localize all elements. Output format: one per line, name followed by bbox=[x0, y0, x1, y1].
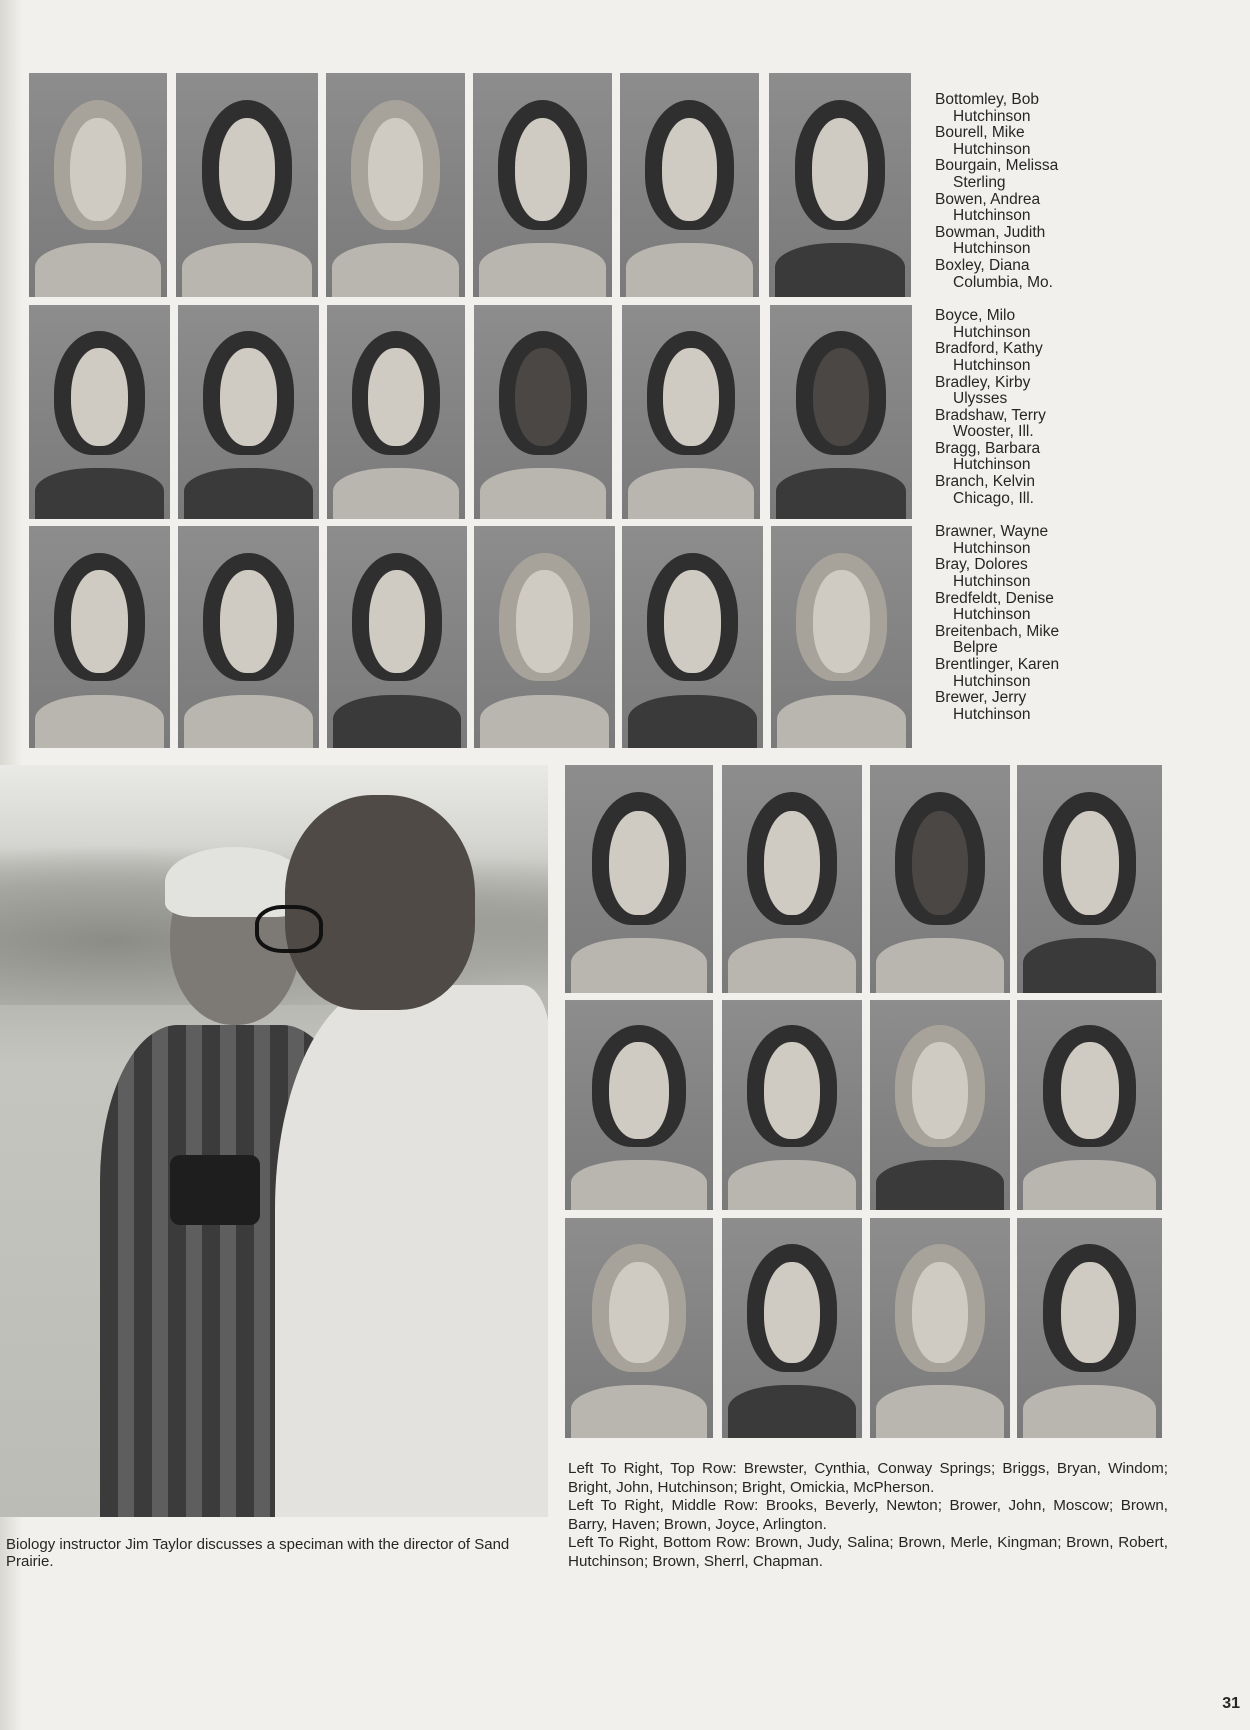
portrait bbox=[474, 305, 612, 519]
portrait bbox=[870, 1000, 1010, 1210]
name-entry bbox=[935, 524, 1175, 557]
student-hometown: Hutchinson bbox=[953, 323, 1031, 341]
portrait bbox=[770, 305, 912, 519]
student-name: Brewer, Jerry bbox=[935, 689, 1027, 707]
portrait bbox=[326, 73, 465, 297]
student-hometown: Hutchinson bbox=[953, 107, 1031, 125]
portrait bbox=[29, 526, 170, 748]
portrait bbox=[722, 765, 862, 993]
student-hometown: Hutchinson bbox=[953, 539, 1031, 557]
student-hometown: Hutchinson bbox=[953, 356, 1031, 374]
student-name: Bowman, Judith bbox=[935, 223, 1046, 241]
portrait bbox=[769, 73, 911, 297]
student-name: Bradford, Kathy bbox=[935, 340, 1043, 358]
name-entry bbox=[935, 92, 1175, 125]
name-entry bbox=[935, 474, 1175, 507]
student-name: Breitenbach, Mike bbox=[935, 622, 1060, 640]
portrait bbox=[1017, 765, 1162, 993]
portrait bbox=[327, 526, 467, 748]
student-hometown: Chicago, Ill. bbox=[953, 489, 1034, 507]
portrait bbox=[565, 1000, 713, 1210]
portrait bbox=[722, 1218, 862, 1438]
student-name: Bourgain, Melissa bbox=[935, 157, 1059, 175]
student-hometown: Hutchinson bbox=[953, 705, 1031, 723]
student-hometown: Hutchinson bbox=[953, 140, 1031, 158]
student-hometown: Hutchinson bbox=[953, 672, 1031, 690]
candid-photo bbox=[0, 765, 548, 1517]
portrait bbox=[870, 1218, 1010, 1438]
portrait bbox=[622, 526, 763, 748]
student-name: Brentlinger, Karen bbox=[935, 656, 1060, 673]
student-name: Boyce, Milo bbox=[935, 307, 1016, 325]
student-hometown: Belpre bbox=[953, 639, 998, 657]
eyeglasses bbox=[255, 905, 323, 953]
student-name: Bredfeldt, Denise bbox=[935, 589, 1054, 607]
student-hometown: Hutchinson bbox=[953, 456, 1031, 474]
student-hometown: Wooster, Ill. bbox=[953, 423, 1034, 441]
name-entry bbox=[935, 657, 1175, 690]
name-entry bbox=[935, 624, 1175, 657]
name-group-row-3 bbox=[935, 524, 1175, 723]
student-name: Bowen, Andrea bbox=[935, 190, 1041, 208]
portrait bbox=[327, 305, 465, 519]
name-entry bbox=[935, 158, 1175, 191]
caption-bottom-row: Left To Right, Bottom Row: Brown, Judy, Salina; Brown, Merle, Kingman; Brown, Robert, Hutchinson; Brown, Sherrl, Chapman. bbox=[568, 1534, 1168, 1570]
portrait bbox=[565, 1218, 713, 1438]
student-name: Bradley, Kirby bbox=[935, 373, 1031, 391]
binoculars bbox=[170, 1155, 260, 1225]
student-hometown: Hutchinson bbox=[953, 606, 1031, 624]
photo-person-director bbox=[275, 795, 548, 1517]
portrait bbox=[474, 526, 615, 748]
student-name: Branch, Kelvin bbox=[935, 473, 1035, 491]
portrait bbox=[473, 73, 612, 297]
student-name: Bragg, Barbara bbox=[935, 439, 1041, 457]
name-entry bbox=[935, 341, 1175, 374]
caption-middle-row: Left To Right, Middle Row: Brooks, Beverly, Newton; Brower, John, Moscow; Brown, Barry, Haven; Brown, Joyce, Arlington. bbox=[568, 1497, 1168, 1533]
name-entry bbox=[935, 408, 1175, 441]
name-entry bbox=[935, 375, 1175, 408]
student-hometown: Hutchinson bbox=[953, 573, 1031, 591]
name-group-row-2 bbox=[935, 308, 1175, 507]
portrait bbox=[722, 1000, 862, 1210]
portrait bbox=[29, 305, 170, 519]
student-hometown: Ulysses bbox=[953, 390, 1008, 408]
bottom-grid-caption bbox=[568, 1460, 1168, 1572]
portrait bbox=[620, 73, 759, 297]
portrait bbox=[178, 526, 319, 748]
student-hometown: Sterling bbox=[953, 173, 1006, 191]
name-entry bbox=[935, 125, 1175, 158]
student-hometown: Hutchinson bbox=[953, 240, 1031, 258]
portrait bbox=[29, 73, 167, 297]
student-name: Bray, Dolores bbox=[935, 556, 1028, 574]
student-name: Bourell, Mike bbox=[935, 124, 1025, 142]
name-entry bbox=[935, 192, 1175, 225]
student-hometown: Columbia, Mo. bbox=[953, 273, 1053, 291]
portrait bbox=[1017, 1000, 1162, 1210]
portrait bbox=[771, 526, 912, 748]
student-name: Boxley, Diana bbox=[935, 256, 1030, 274]
photo-caption: Biology instructor Jim Taylor discusses a speciman with the director of Sand Prairie. bbox=[6, 1536, 510, 1570]
student-name: Bottomley, Bob bbox=[935, 91, 1039, 108]
page-number: 31 bbox=[1222, 1695, 1240, 1712]
name-entry bbox=[935, 225, 1175, 258]
top-grid-name-list bbox=[935, 92, 1175, 740]
name-entry bbox=[935, 258, 1175, 291]
portrait bbox=[622, 305, 760, 519]
student-hometown: Hutchinson bbox=[953, 207, 1031, 225]
name-group-row-1 bbox=[935, 92, 1175, 291]
portrait bbox=[1017, 1218, 1162, 1438]
name-entry bbox=[935, 690, 1175, 723]
name-entry bbox=[935, 557, 1175, 590]
portrait bbox=[870, 765, 1010, 993]
portrait bbox=[565, 765, 713, 993]
name-entry bbox=[935, 591, 1175, 624]
portrait bbox=[178, 305, 319, 519]
name-entry bbox=[935, 441, 1175, 474]
student-name: Bradshaw, Terry bbox=[935, 406, 1046, 424]
name-entry bbox=[935, 308, 1175, 341]
portrait bbox=[176, 73, 318, 297]
caption-top-row: Left To Right, Top Row: Brewster, Cynthia, Conway Springs; Briggs, Bryan, Windom; Bright, John, Hutchinson; Bright, Omickia, McPherson. bbox=[568, 1460, 1168, 1496]
student-name: Brawner, Wayne bbox=[935, 523, 1049, 541]
